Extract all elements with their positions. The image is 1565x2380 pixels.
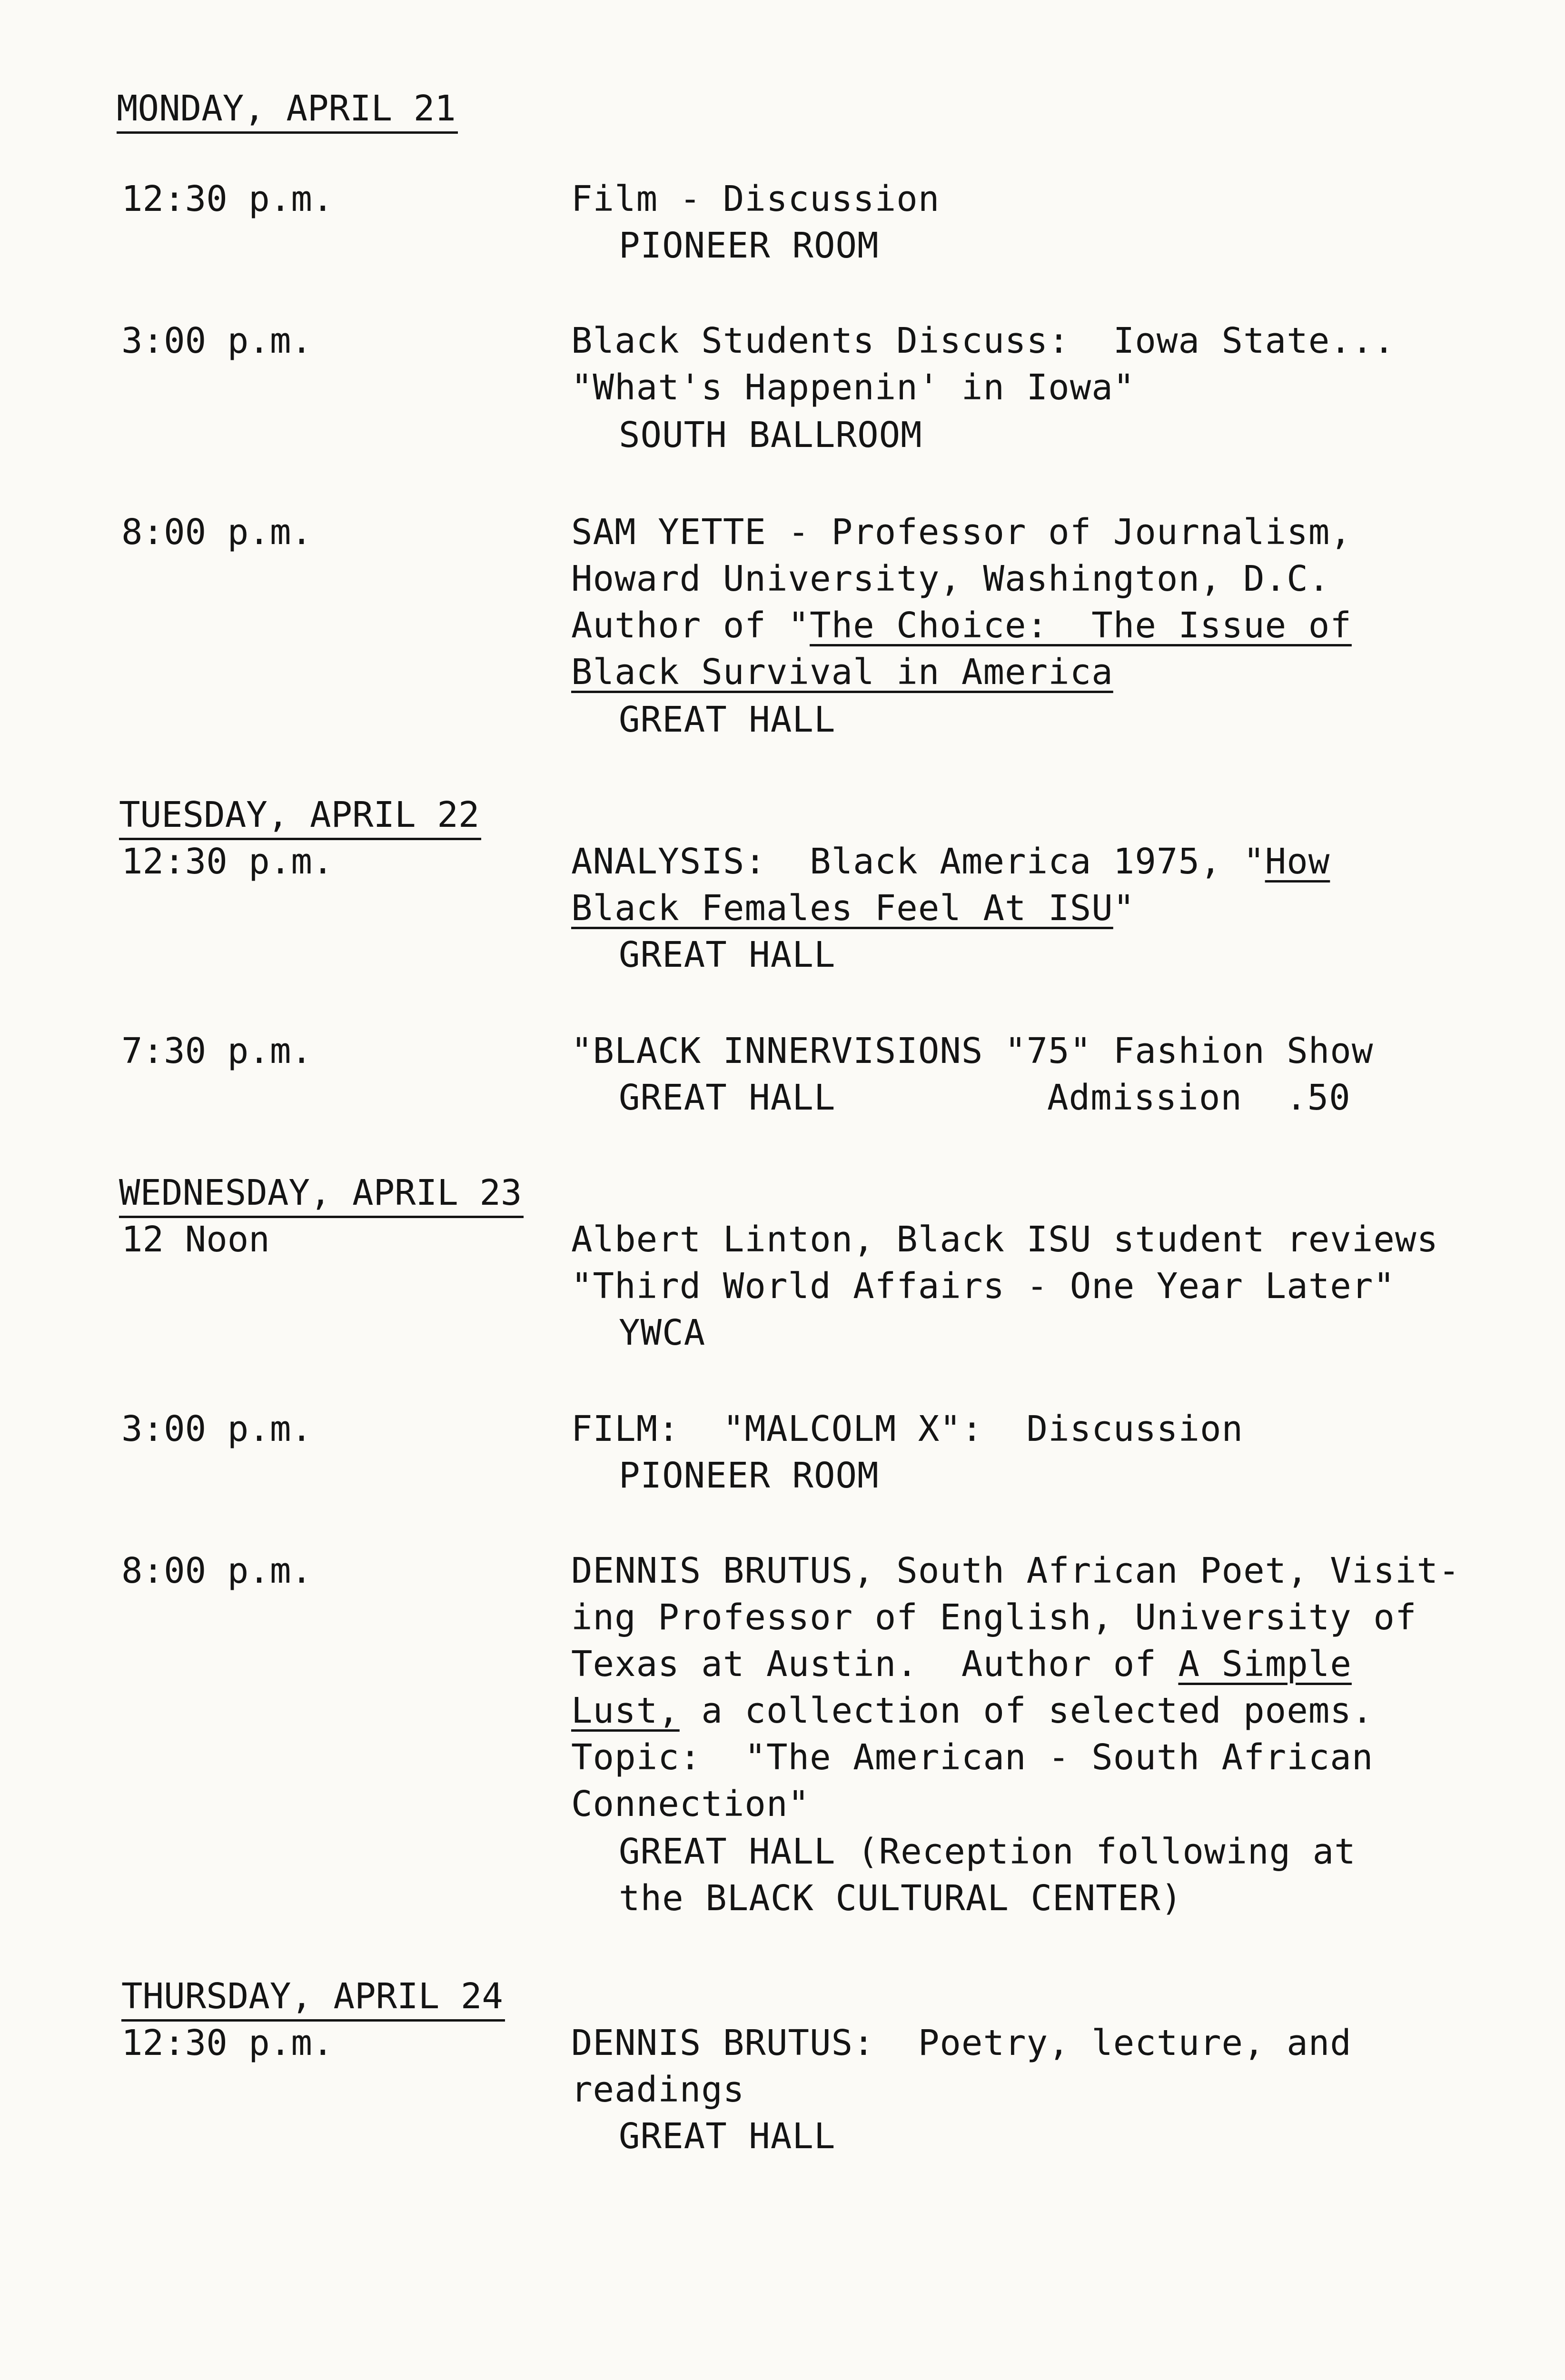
event-description (571, 1641, 1352, 1687)
event-location: SOUTH BALLROOM (619, 415, 922, 456)
event-time: 8:00 p.m. (121, 512, 312, 553)
text: ANALYSIS: Black America 1975, " (571, 841, 1265, 882)
book-title: A Simple (1178, 1644, 1352, 1685)
day-heading-monday: MONDAY, APRIL 21 (117, 86, 458, 134)
day-heading-wednesday: WEDNESDAY, APRIL 23 (119, 1170, 524, 1218)
day-heading-tuesday: TUESDAY, APRIL 22 (119, 792, 481, 840)
book-title: Black Survival in America (571, 652, 1113, 693)
event-title: Film - Discussion (571, 178, 940, 219)
event-location: YWCA (619, 1312, 706, 1353)
event-title: Black Students Discuss: Iowa State... (571, 320, 1395, 361)
event-title: "BLACK INNERVISIONS "75" Fashion Show (571, 1031, 1374, 1071)
event-title: SAM YETTE - Professor of Journalism, (571, 512, 1352, 553)
text: " (1113, 888, 1135, 929)
event-time: 12:30 p.m. (121, 841, 334, 882)
event-title: readings (571, 2069, 745, 2110)
event-time: 12 Noon (121, 1219, 270, 1260)
topic-title: How (1265, 841, 1330, 882)
event-location: PIONEER ROOM (619, 1455, 879, 1496)
event-location: GREAT HALL (619, 934, 836, 975)
book-title: The Choice: The Issue of (810, 605, 1352, 646)
event-title: DENNIS BRUTUS, South African Poet, Visit- (571, 1550, 1460, 1591)
event-title: FILM: "MALCOLM X": Discussion (571, 1408, 1244, 1449)
event-location: GREAT HALL (619, 699, 836, 740)
event-location: GREAT HALL (Reception following at (619, 1831, 1356, 1872)
event-topic: Topic: "The American - South African (571, 1737, 1374, 1778)
event-title: DENNIS BRUTUS: Poetry, lecture, and (571, 2023, 1352, 2063)
event-topic: Connection" (571, 1784, 810, 1825)
event-description (571, 603, 1352, 648)
event-location: the BLACK CULTURAL CENTER) (619, 1878, 1183, 1919)
event-subtitle: "Third World Affairs - One Year Later" (571, 1266, 1395, 1307)
event-title (571, 885, 1135, 931)
event-location: GREAT HALL (619, 2116, 836, 2157)
text: a collection of selected poems. (679, 1690, 1374, 1731)
event-time: 3:00 p.m. (121, 320, 312, 361)
event-title: Albert Linton, Black ISU student reviews (571, 1219, 1439, 1260)
book-title: Lust, (571, 1690, 680, 1731)
event-location: GREAT HALL (619, 1077, 836, 1118)
event-location: PIONEER ROOM (619, 225, 879, 266)
text: Texas at Austin. Author of (571, 1644, 1179, 1685)
event-description: Howard University, Washington, D.C. (571, 558, 1330, 599)
text: Author of " (571, 605, 810, 646)
event-time: 3:00 p.m. (121, 1408, 312, 1449)
event-time: 12:30 p.m. (121, 178, 334, 219)
topic-title: Black Females Feel At ISU (571, 888, 1113, 929)
event-time: 12:30 p.m. (121, 2023, 334, 2063)
event-time: 8:00 p.m. (121, 1550, 312, 1591)
event-admission: Admission .50 (1047, 1077, 1351, 1118)
event-subtitle: "What's Happenin' in Iowa" (571, 367, 1135, 408)
event-description: ing Professor of English, University of (571, 1597, 1417, 1638)
day-heading-thursday: THURSDAY, APRIL 24 (121, 1973, 505, 2022)
event-description (571, 1688, 1373, 1734)
event-title (571, 839, 1330, 884)
event-description (571, 649, 1113, 695)
event-time: 7:30 p.m. (121, 1031, 312, 1071)
